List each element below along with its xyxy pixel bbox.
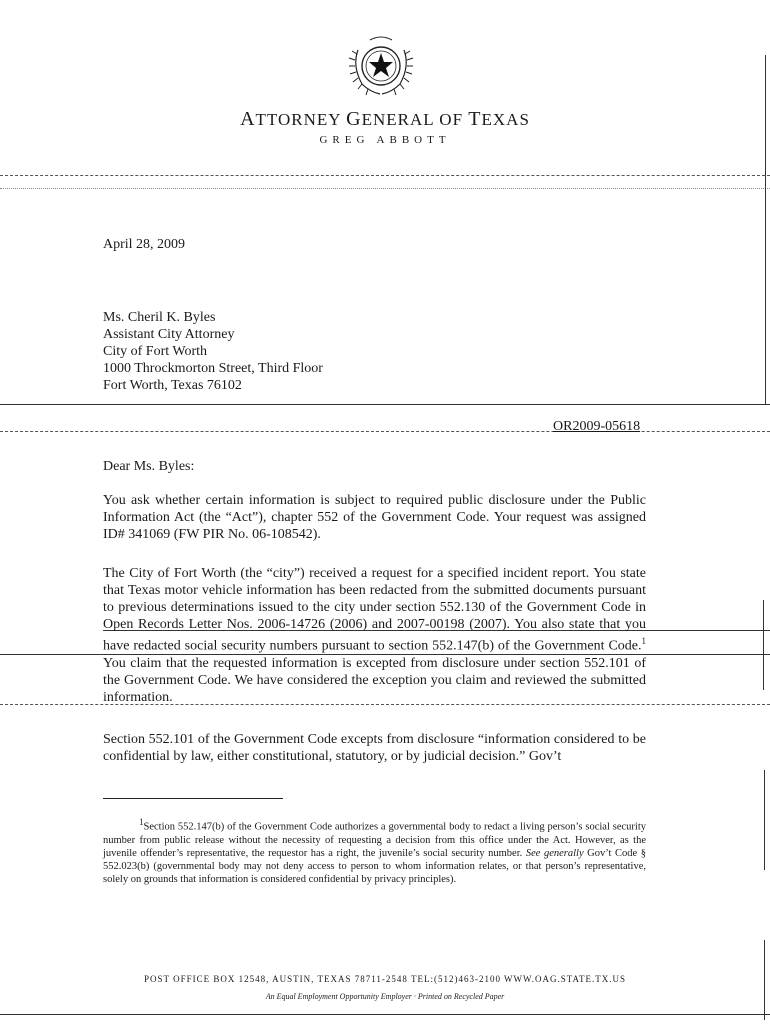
footnote-rule	[103, 798, 283, 799]
scan-artifact-line	[0, 404, 770, 405]
footer-address: POST OFFICE BOX 12548, AUSTIN, TEXAS 78711-2548 TEL:(512)463-2100 WWW.OAG.STATE.TX.US	[144, 974, 626, 984]
footnote-reference: 1	[641, 636, 646, 646]
scan-artifact-line	[765, 55, 766, 405]
scan-artifact-line	[0, 1014, 770, 1015]
footnote: $^1$Section 552.147(b) of the Government Code authorizes a governmental body to redact a living person’s social security number from public release without the necessity of requesting a decision from this office under the Act. However, as the juvenile offender’s representative, the requestor has a right, the juvenile’s social security number. See generally Gov’t Code § 552.023(b) (governmental body may not deny access to person to whom information relates, or that person’s representative, solely on grounds that information is considered confidential by privacy principles).	[103, 817, 646, 885]
recipient-address: Ms. Cheril K. Byles Assistant City Attorney City of Fort Worth 1000 Throckmorton Street, Third Floor Fort Worth, Texas 76102	[103, 310, 323, 393]
attorney-general-name: GREG ABBOTT	[319, 134, 451, 146]
ruling-number: OR2009-05618	[553, 419, 641, 434]
paragraph-1: You ask whether certain information is subject to required public disclosure under the Public Information Act (the “Act”), chapter 552 of the Government Code. Your request was assigned ID# 341069 (FW PIR No. 06-108542).	[103, 493, 646, 542]
footnote-marker: 1	[139, 817, 144, 827]
scan-artifact-line	[764, 770, 765, 870]
paragraph-2: The City of Fort Worth (the “city”) received a request for a specified incident report. You state that Texas motor vehicle information has been redacted from the submitted documents pursuant to previous determinations issued to the city under section 552.130 of the Government Code in Open Records Letter Nos. 2006-14726 (2006) and 2007-00198 (2007). You also state that you have redacted social security numbers pursuant to section 552.147(b) of the Government Code.$^1$ You claim that the requested information is excepted from disclosure under section 552.101 of the Government Code. We have considered the exception you claim and reviewed the submitted information.	[103, 566, 646, 705]
salutation: Dear Ms. Byles:	[103, 459, 195, 474]
scan-artifact-line	[763, 600, 764, 690]
paragraph-3: Section 552.101 of the Government Code excepts from disclosure “information considered to be confidential by law, either constitutional, statutory, or by judicial decision.” Gov’t	[103, 732, 646, 764]
footer-tagline: An Equal Employment Opportunity Employer · Printed on Recycled Paper	[265, 992, 505, 1001]
texas-state-seal-icon	[340, 30, 422, 104]
agency-name: ATTORNEY GENERAL OF TEXAS	[240, 108, 530, 130]
scan-artifact-line	[0, 188, 770, 189]
letterhead-divider	[0, 175, 770, 176]
scan-artifact-line	[0, 431, 770, 432]
letter-date: April 28, 2009	[103, 237, 186, 252]
